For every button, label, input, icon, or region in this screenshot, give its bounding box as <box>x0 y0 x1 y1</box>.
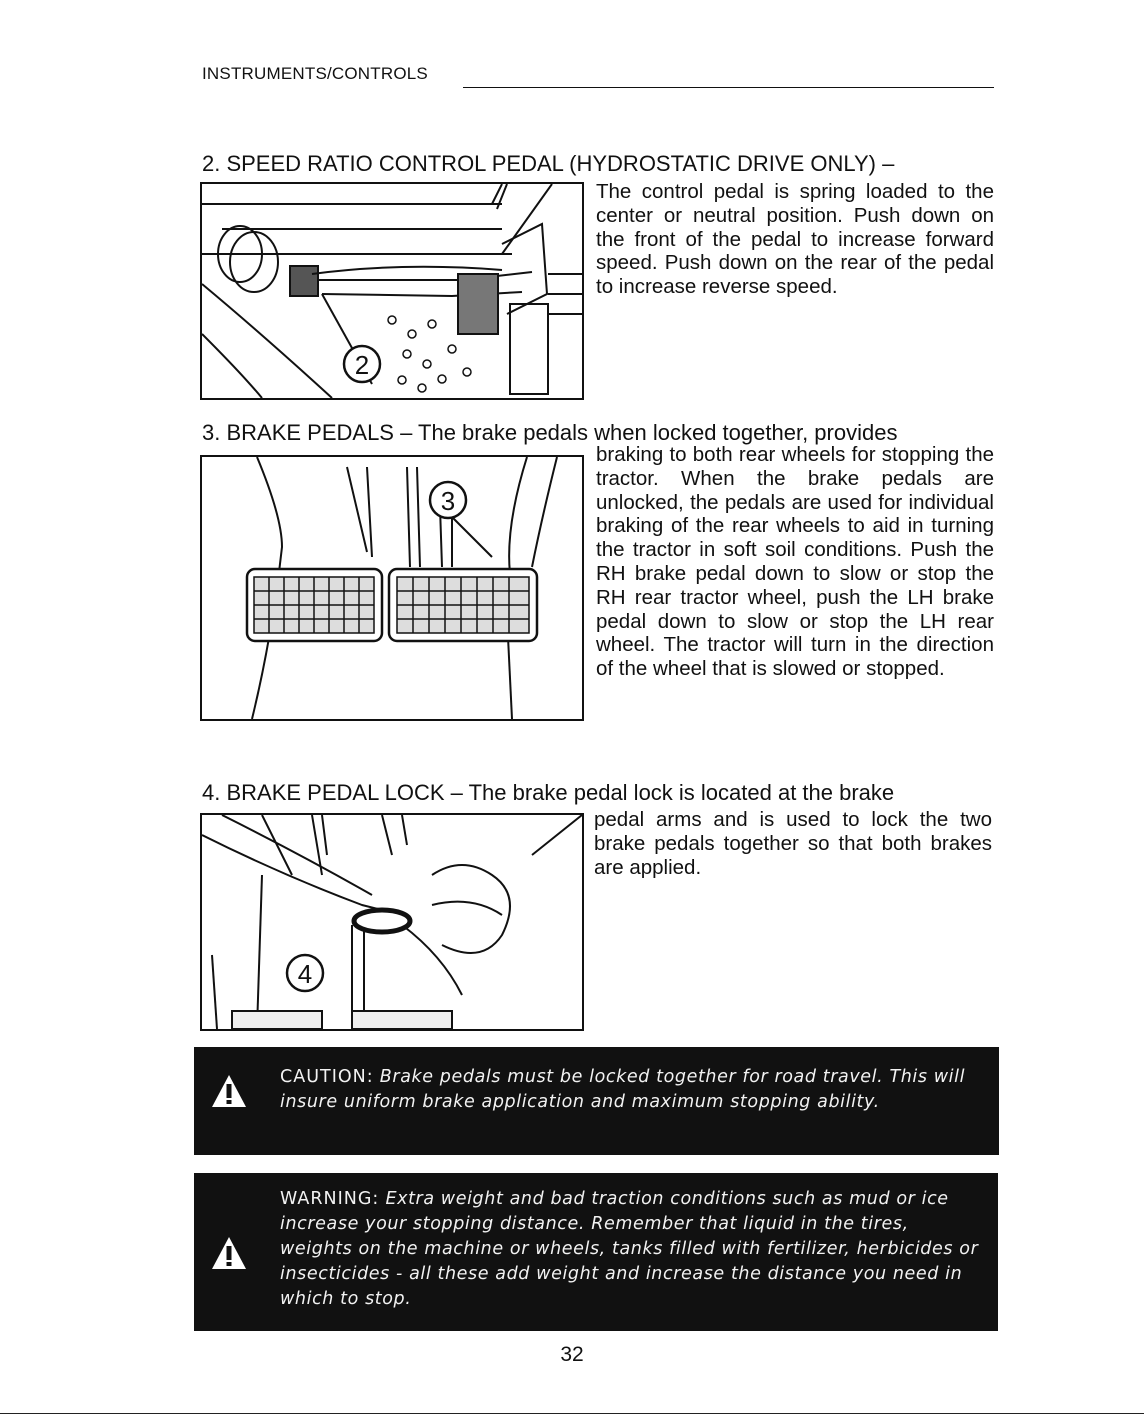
callout-3-circle <box>430 482 466 518</box>
page-number: 32 <box>560 1343 584 1366</box>
bottom-rule <box>0 1413 1144 1414</box>
brake-lock-figure <box>200 813 584 1031</box>
warning-message: Extra weight and bad traction conditions such as mud or ice increase your stopping distance. Remember that liquid in the tires, weights on the machine or wheels, tanks filled with fertilizer, herbicides or insecticides - all these add weight and increase the distance you need in which to stop. <box>280 1189 979 1309</box>
header-rule <box>463 87 994 88</box>
caution-label: CAUTION: <box>280 1067 374 1087</box>
callout-3-label: 3 <box>440 486 456 516</box>
section-4-body: pedal arms and is used to lock the two brake pedals together so that both brakes are applied. <box>594 808 992 879</box>
warning-triangle-icon <box>210 1235 248 1271</box>
callout-4-label: 4 <box>297 959 313 989</box>
page-header: INSTRUMENTS/CONTROLS <box>202 64 428 83</box>
left-brake-pedal <box>247 569 382 641</box>
section-2-body: The control pedal is spring loaded to the center or neutral position. Push down on the front of the pedal to increase forward speed. Push down on the rear of the pedal to increase reverse speed. <box>596 180 994 299</box>
brake-pedals-illustration <box>202 457 582 719</box>
warning-triangle-icon <box>210 1073 248 1109</box>
section-3-title: 3. BRAKE PEDALS – The brake pedals when locked together, provides <box>202 420 898 445</box>
warning-label: WARNING: <box>280 1189 380 1209</box>
callout-2-label: 2 <box>354 350 370 380</box>
callout-2-circle <box>344 346 380 382</box>
section-2-title: 2. SPEED RATIO CONTROL PEDAL (HYDROSTATIC DRIVE ONLY) – <box>202 151 895 176</box>
right-brake-pedal <box>389 569 537 641</box>
caution-box <box>194 1047 999 1155</box>
brake-pedals-figure <box>200 455 584 721</box>
callout-4-circle <box>287 955 323 991</box>
speed-pedal-figure <box>200 182 584 400</box>
caution-message: Brake pedals must be locked together for road travel. This will insure uniform brake application and maximum stopping ability. <box>280 1067 966 1112</box>
warning-text <box>280 1187 986 1312</box>
caution-text <box>280 1065 987 1115</box>
brake-lock-illustration <box>202 815 582 1029</box>
speed-pedal-illustration <box>202 184 582 398</box>
warning-box <box>194 1173 998 1331</box>
section-3-body: braking to both rear wheels for stopping the tractor. When the brake pedals are unlocked, the pedals are used for individual braking of the rear wheels to aid in turning the tractor in soft soil conditions. Push the RH brake pedal down to slow or stop the RH rear tractor wheel, push the LH brake pedal down to slow or stop the LH rear wheel. The tractor will turn in the direction of the wheel that is slowed or stopped. <box>596 443 994 681</box>
section-4-title: 4. BRAKE PEDAL LOCK – The brake pedal lock is located at the brake <box>202 780 895 805</box>
